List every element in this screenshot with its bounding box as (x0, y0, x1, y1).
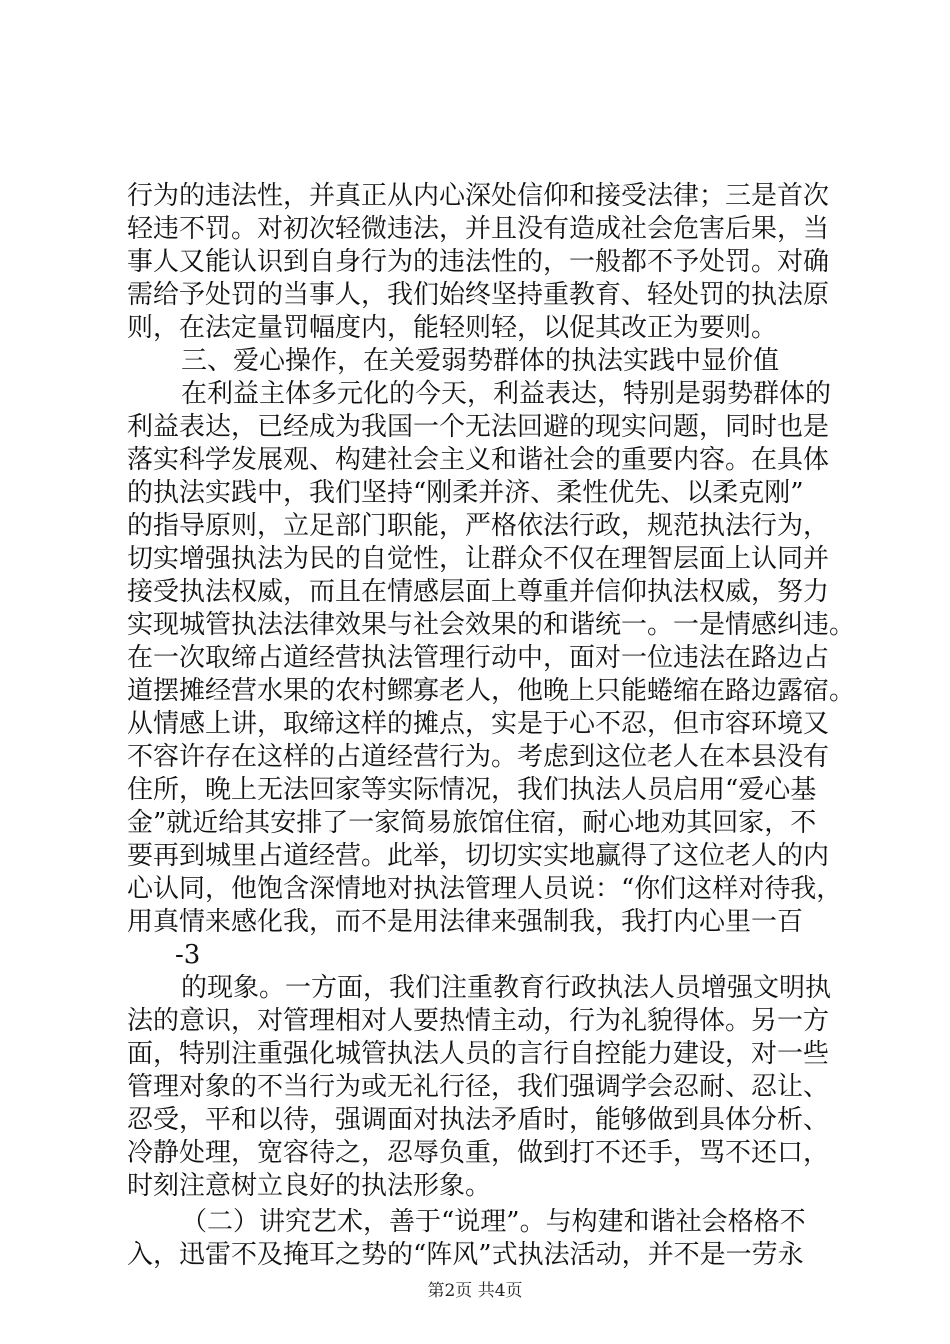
text-line: 法的意识，对管理相对人要热情主动，行为礼貌得体。另一方 (127, 1006, 830, 1036)
text-line: 冷静处理，宽容待之，忍辱负重，做到打不还手，骂不还口， (127, 1138, 830, 1168)
text-line: 心认同，他饱含深情地对执法管理人员说：“你们这样对待我， (127, 874, 843, 904)
text-line: 接受执法权威，而且在情感层面上尊重并信仰执法权威，努力 (127, 577, 830, 607)
text-line: 切实增强执法为民的自觉性，让群众不仅在理智层面上认同并 (127, 544, 830, 574)
text-line: 管理对象的不当行为或无礼行径，我们强调学会忍耐、忍让、 (127, 1072, 830, 1102)
page-footer: 第2页 共4页 (427, 1281, 523, 1301)
text-line: 道摆摊经营水果的农村鳏寡老人，他晚上只能蜷缩在路边露宿。 (127, 676, 856, 706)
text-line: 用真情来感化我，而不是用法律来强制我，我打内心里一百 (127, 907, 804, 937)
text-line: 金”就近给其安排了一家简易旅馆住宿，耐心地劝其回家，不 (127, 808, 817, 838)
text-line: 事人又能认识到自身行为的违法性的，一般都不予处罚。对确 (127, 247, 830, 277)
text-line: 从情感上讲，取缔这样的摊点，实是于心不忍，但市容环境又 (127, 709, 830, 739)
text-line: 轻违不罚。对初次轻微违法，并且没有造成社会危害后果，当 (127, 214, 830, 244)
page-marker: -3 (175, 940, 201, 970)
text-line: 实现城管执法法律效果与社会效果的和谐统一。一是情感纠违。 (127, 610, 856, 640)
text-line: 住所，晚上无法回家等实际情况，我们执法人员启用“爱心基 (127, 775, 817, 805)
text-line: 在利益主体多元化的今天，利益表达，特别是弱势群体的 (181, 379, 832, 409)
text-line: 面，特别注重强化城管执法人员的言行自控能力建设，对一些 (127, 1039, 830, 1069)
text-line: 行为的违法性，并真正从内心深处信仰和接受法律；三是首次 (127, 181, 830, 211)
text-line: （二）讲究艺术，善于“说理”。与构建和谐社会格格不 (181, 1207, 806, 1237)
text-line: 要再到城里占道经营。此举，切切实实地赢得了这位老人的内 (127, 841, 830, 871)
text-line: 则，在法定量罚幅度内，能轻则轻，以促其改正为要则。 (127, 313, 778, 343)
text-line: 的执法实践中，我们坚持“刚柔并济、柔性优先、以柔克刚” (127, 478, 804, 508)
text-line: 需给予处罚的当事人，我们始终坚持重教育、轻处罚的执法原 (127, 280, 830, 310)
text-line: 忍受，平和以待，强调面对执法矛盾时，能够做到具体分析、 (127, 1105, 830, 1135)
text-line: 不容许存在这样的占道经营行为。考虑到这位老人在本县没有 (127, 742, 830, 772)
text-line: 落实科学发展观、构建社会主义和谐社会的重要内容。在具体 (127, 445, 830, 475)
section-heading: 三、爱心操作，在关爱弱势群体的执法实践中显价值 (181, 346, 780, 376)
text-line: 入，迅雷不及掩耳之势的“阵风”式执法活动，并不是一劳永 (127, 1240, 804, 1270)
text-line: 时刻注意树立良好的执法形象。 (127, 1171, 492, 1201)
text-line: 的现象。一方面，我们注重教育行政执法人员增强文明执 (181, 973, 832, 1003)
text-line: 的指导原则，立足部门职能，严格依法行政，规范执法行为， (127, 511, 830, 541)
text-line: 在一次取缔占道经营执法管理行动中，面对一位违法在路边占 (127, 643, 830, 673)
text-line: 利益表达，已经成为我国一个无法回避的现实问题，同时也是 (127, 412, 830, 442)
